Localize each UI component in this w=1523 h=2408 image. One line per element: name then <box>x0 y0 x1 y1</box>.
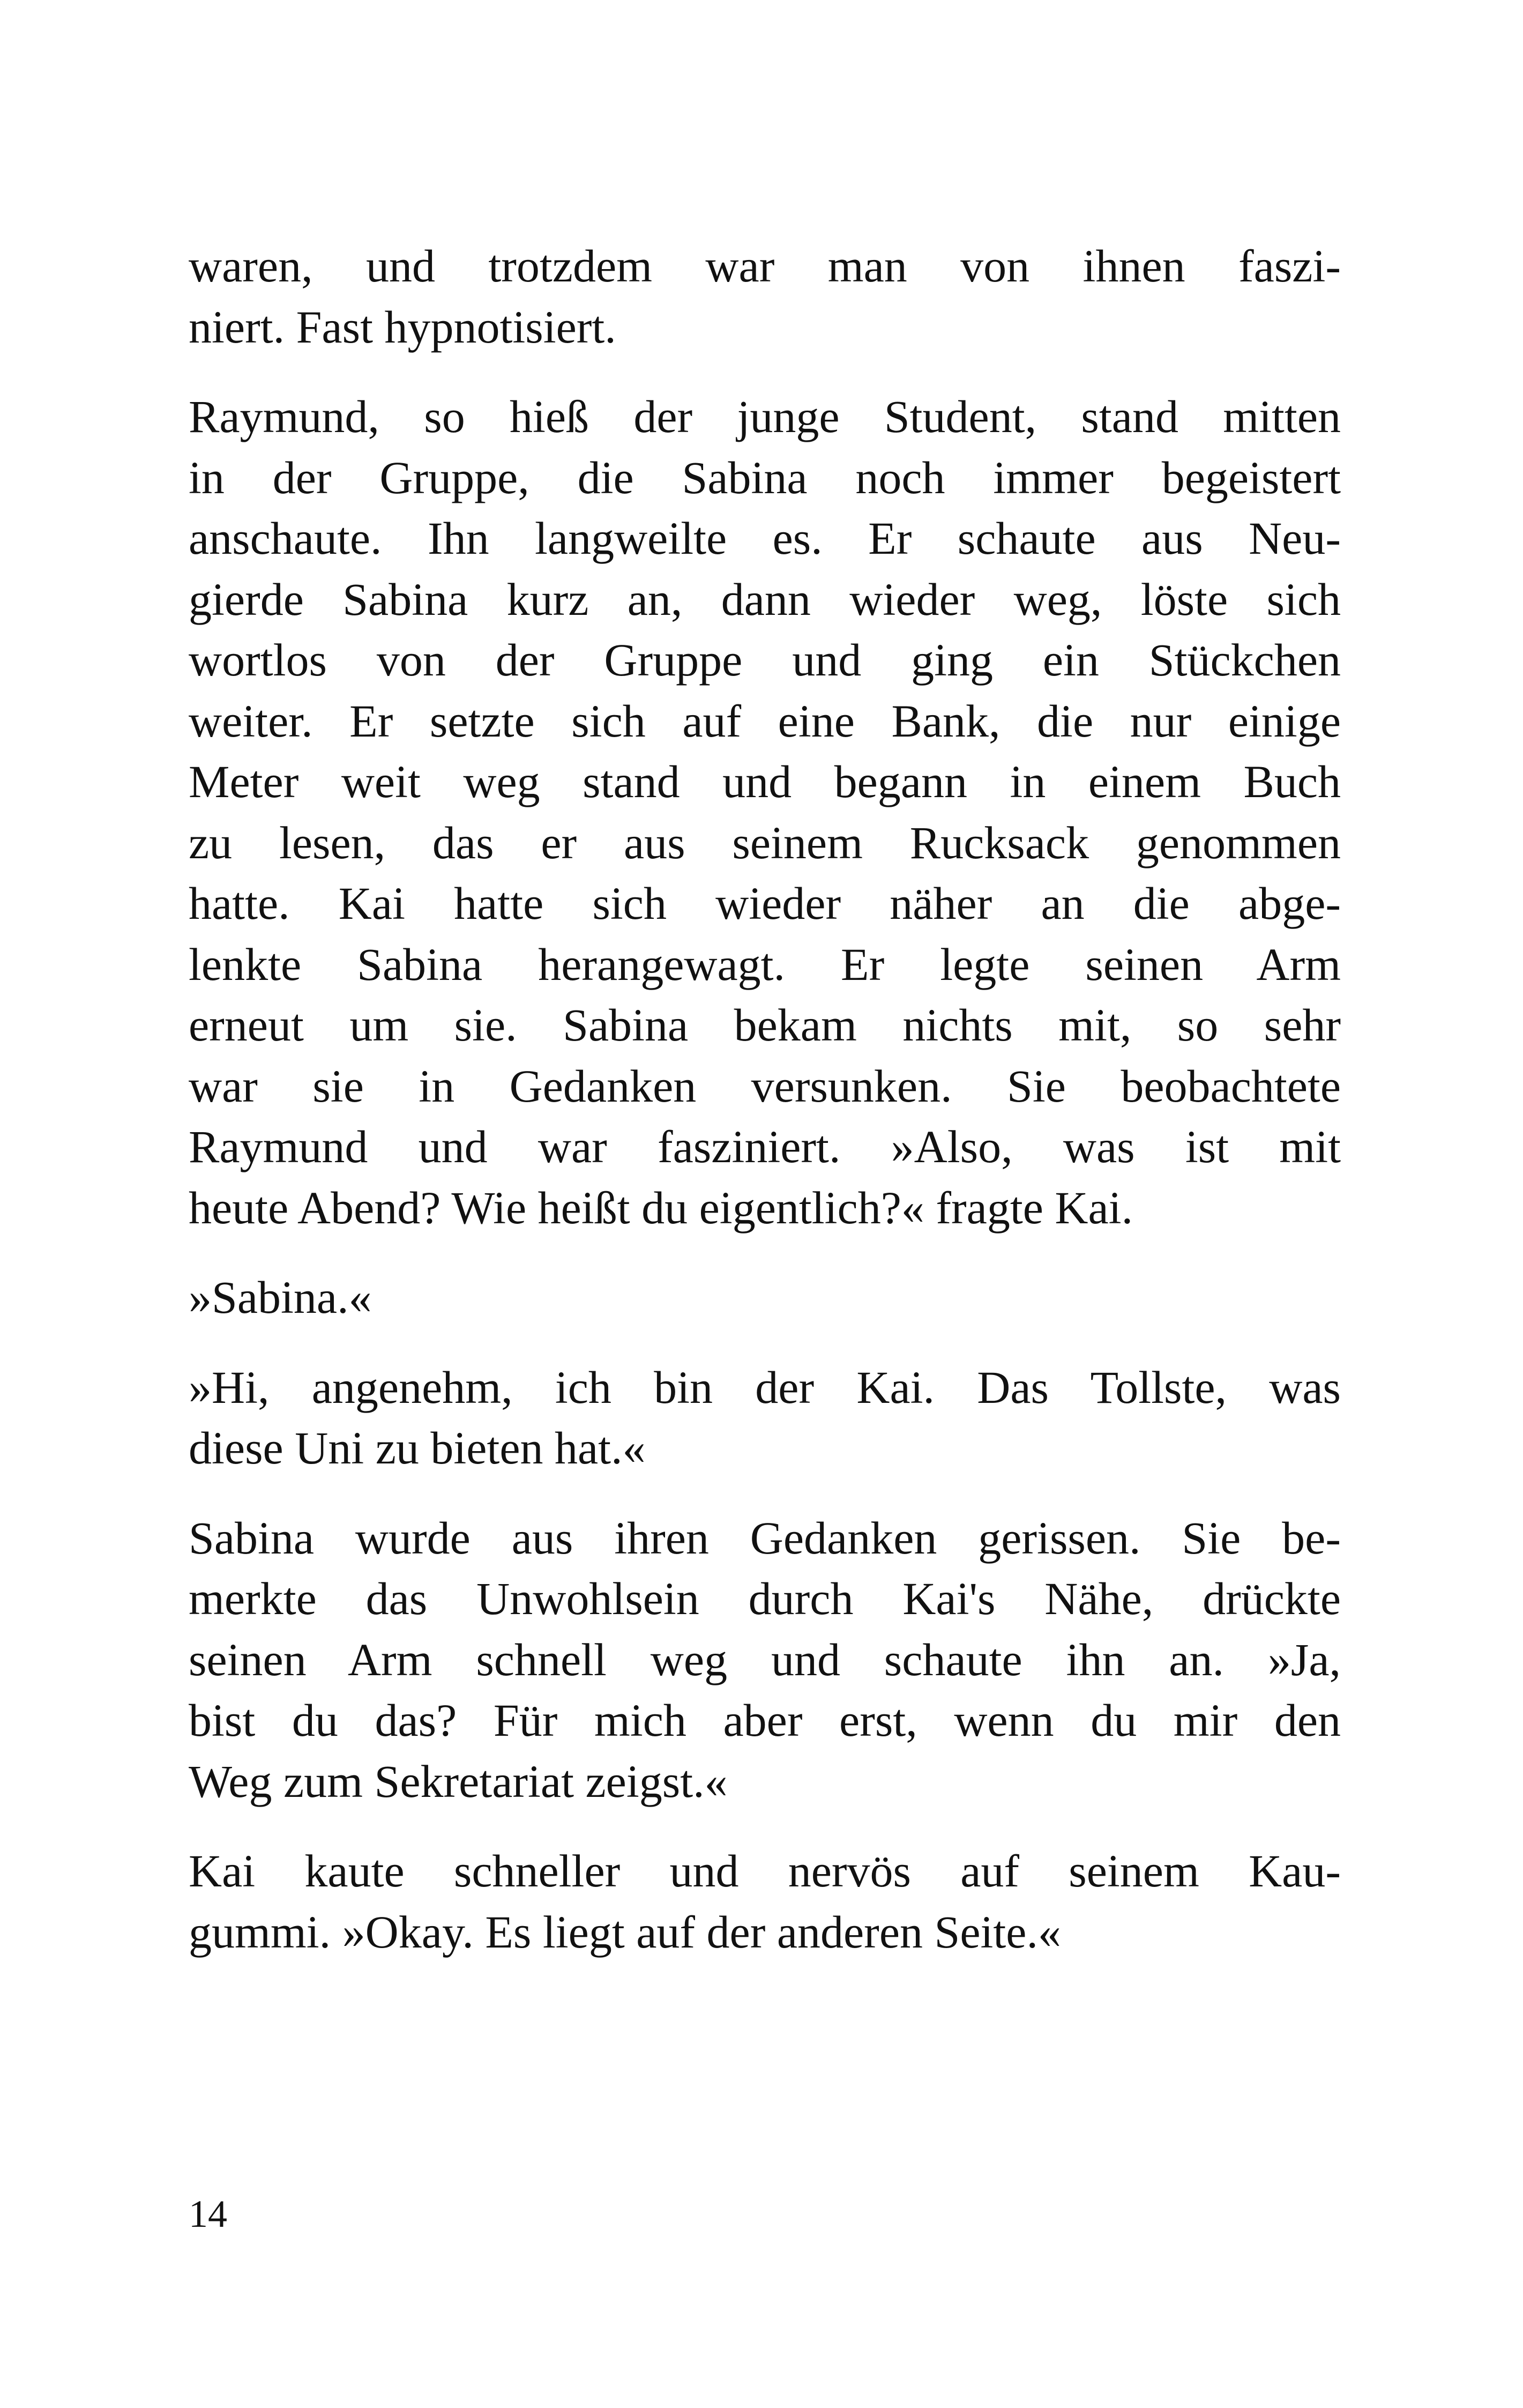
text-line: in der Gruppe, die Sabina noch immer begeistert <box>189 451 1341 503</box>
text-line: »Sabina.« <box>189 1272 372 1323</box>
text-line: Weg zum Sekretariat zeigst.« <box>189 1755 728 1807</box>
paragraph <box>189 1508 1341 1812</box>
text-line: hatte. Kai hatte sich wieder näher an die abge- <box>189 878 1341 929</box>
text-line: Sabina wurde aus ihren Gedanken gerissen. Sie be- <box>189 1512 1341 1564</box>
text-line: Kai kaute schneller und nervös auf seinem Kau- <box>189 1845 1341 1897</box>
page-number: 14 <box>189 2193 227 2235</box>
text-line: anschaute. Ihn langweilte es. Er schaute aus Neu- <box>189 512 1341 564</box>
text-line: niert. Fast hypnotisiert. <box>189 301 616 353</box>
text-line: heute Abend? Wie heißt du eigentlich?« fragte Kai. <box>189 1181 1133 1233</box>
paragraph <box>189 236 1341 358</box>
paragraph <box>189 1841 1341 1963</box>
text-line: weiter. Er setzte sich auf eine Bank, die nur einige <box>189 695 1341 747</box>
text-line: wortlos von der Gruppe und ging ein Stückchen <box>189 634 1341 686</box>
paragraph <box>189 1267 1341 1328</box>
text-line: »Hi, angenehm, ich bin der Kai. Das Tollste, was <box>189 1361 1341 1413</box>
text-line: merkte das Unwohlsein durch Kai's Nähe, drückte <box>189 1573 1341 1624</box>
paragraph <box>189 387 1341 1238</box>
text-line: war sie in Gedanken versunken. Sie beobachtete <box>189 1060 1341 1112</box>
body-text <box>189 236 1341 1991</box>
text-line: bist du das? Für mich aber erst, wenn du mir den <box>189 1694 1341 1746</box>
text-line: gummi. »Okay. Es liegt auf der anderen Seite.« <box>189 1906 1061 1958</box>
text-line: lenkte Sabina herangewagt. Er legte seinen Arm <box>189 938 1341 990</box>
text-line: erneut um sie. Sabina bekam nichts mit, so sehr <box>189 999 1341 1051</box>
text-line: seinen Arm schnell weg und schaute ihn an. »Ja, <box>189 1633 1341 1685</box>
paragraph <box>189 1357 1341 1479</box>
text-line: waren, und trotzdem war man von ihnen faszi- <box>189 240 1341 292</box>
text-line: Meter weit weg stand und begann in einem Buch <box>189 756 1341 807</box>
text-line: Raymund und war fasziniert. »Also, was ist mit <box>189 1121 1341 1172</box>
text-line: Raymund, so hieß der junge Student, stand mitten <box>189 391 1341 442</box>
text-line: diese Uni zu bieten hat.« <box>189 1422 646 1474</box>
text-line: gierde Sabina kurz an, dann wieder weg, löste sich <box>189 573 1341 625</box>
text-line: zu lesen, das er aus seinem Rucksack genommen <box>189 816 1341 868</box>
